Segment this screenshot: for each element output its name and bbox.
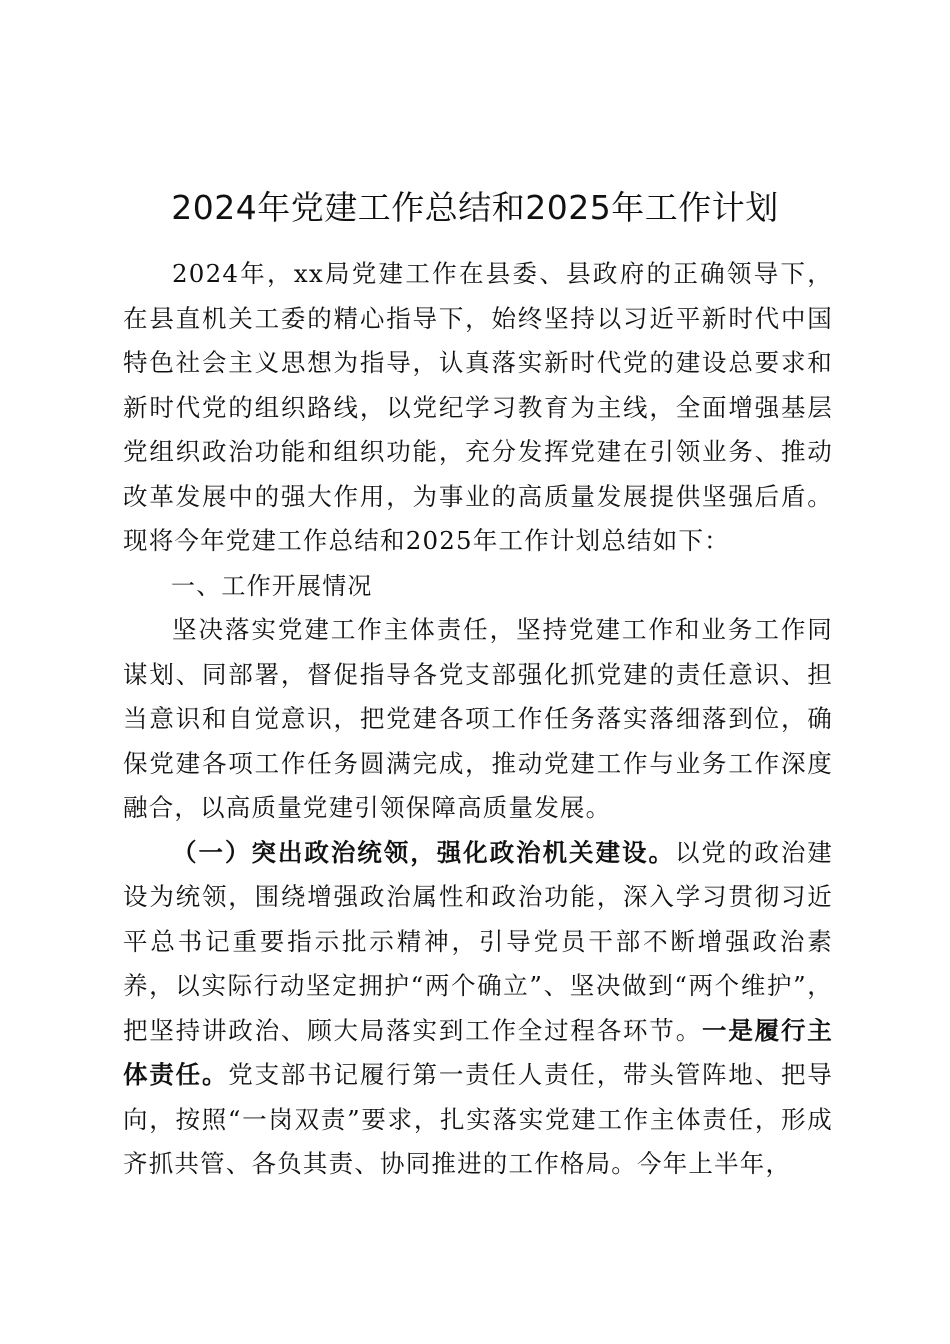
document-title: 2024年党建工作总结和2025年工作计划 xyxy=(171,188,779,227)
intro-paragraph: 2024年，xx局党建工作在县委、县政府的正确领导下，在县直机关工委的精心指导下，始终坚持以习近平新时代中国特色社会主义思想为指导，认真落实新时代党的建设总要求和新时代党的组织路线，以党纪学习教育为主线，全面增强基层党组织政治功能和组织功能，充分发挥党建在引领业务、推动改革发展中的强大作用，为事业的高质量发展提供坚强后盾。现将今年党建工作总结和2025年工作计划总结如下： xyxy=(123,259,833,555)
point-text: 党支部书记履行第一责任人责任，带头管阵地、把导向，按照“一岗双责”要求，扎实落实党建工作主体责任，形成齐抓共管、各负其责、协同推进的工作格局。今年上半年， xyxy=(123,1060,833,1178)
subsection-paragraph xyxy=(123,831,833,1187)
point-heading: 一是履行主体责任。 xyxy=(123,1015,833,1089)
section-paragraph: 坚决落实党建工作主体责任，坚持党建工作和业务工作同谋划、同部署，督促指导各党支部强化抓党建的责任意识、担当意识和自觉意识，把党建各项工作任务落实落细落到位，确保党建各项工作任务圆满完成，推动党建工作与业务工作深度融合，以高质量党建引领保障高质量发展。 xyxy=(123,615,833,822)
document-body xyxy=(123,252,833,1187)
subsection-lead-heading: （一）突出政治统领，强化政治机关建设。 xyxy=(172,837,675,867)
subsection-text: 以党的政治建设为统领，围绕增强政治属性和政治功能，深入学习贯彻习近平总书记重要指示批示精神，引导党员干部不断增强政治素养，以实际行动坚定拥护“两个确立”、坚决做到“两个维护”，把坚持讲政治、顾大局落实到工作全过程各环节。 xyxy=(123,837,833,1045)
section-heading: 一、工作开展情况 xyxy=(171,571,373,600)
